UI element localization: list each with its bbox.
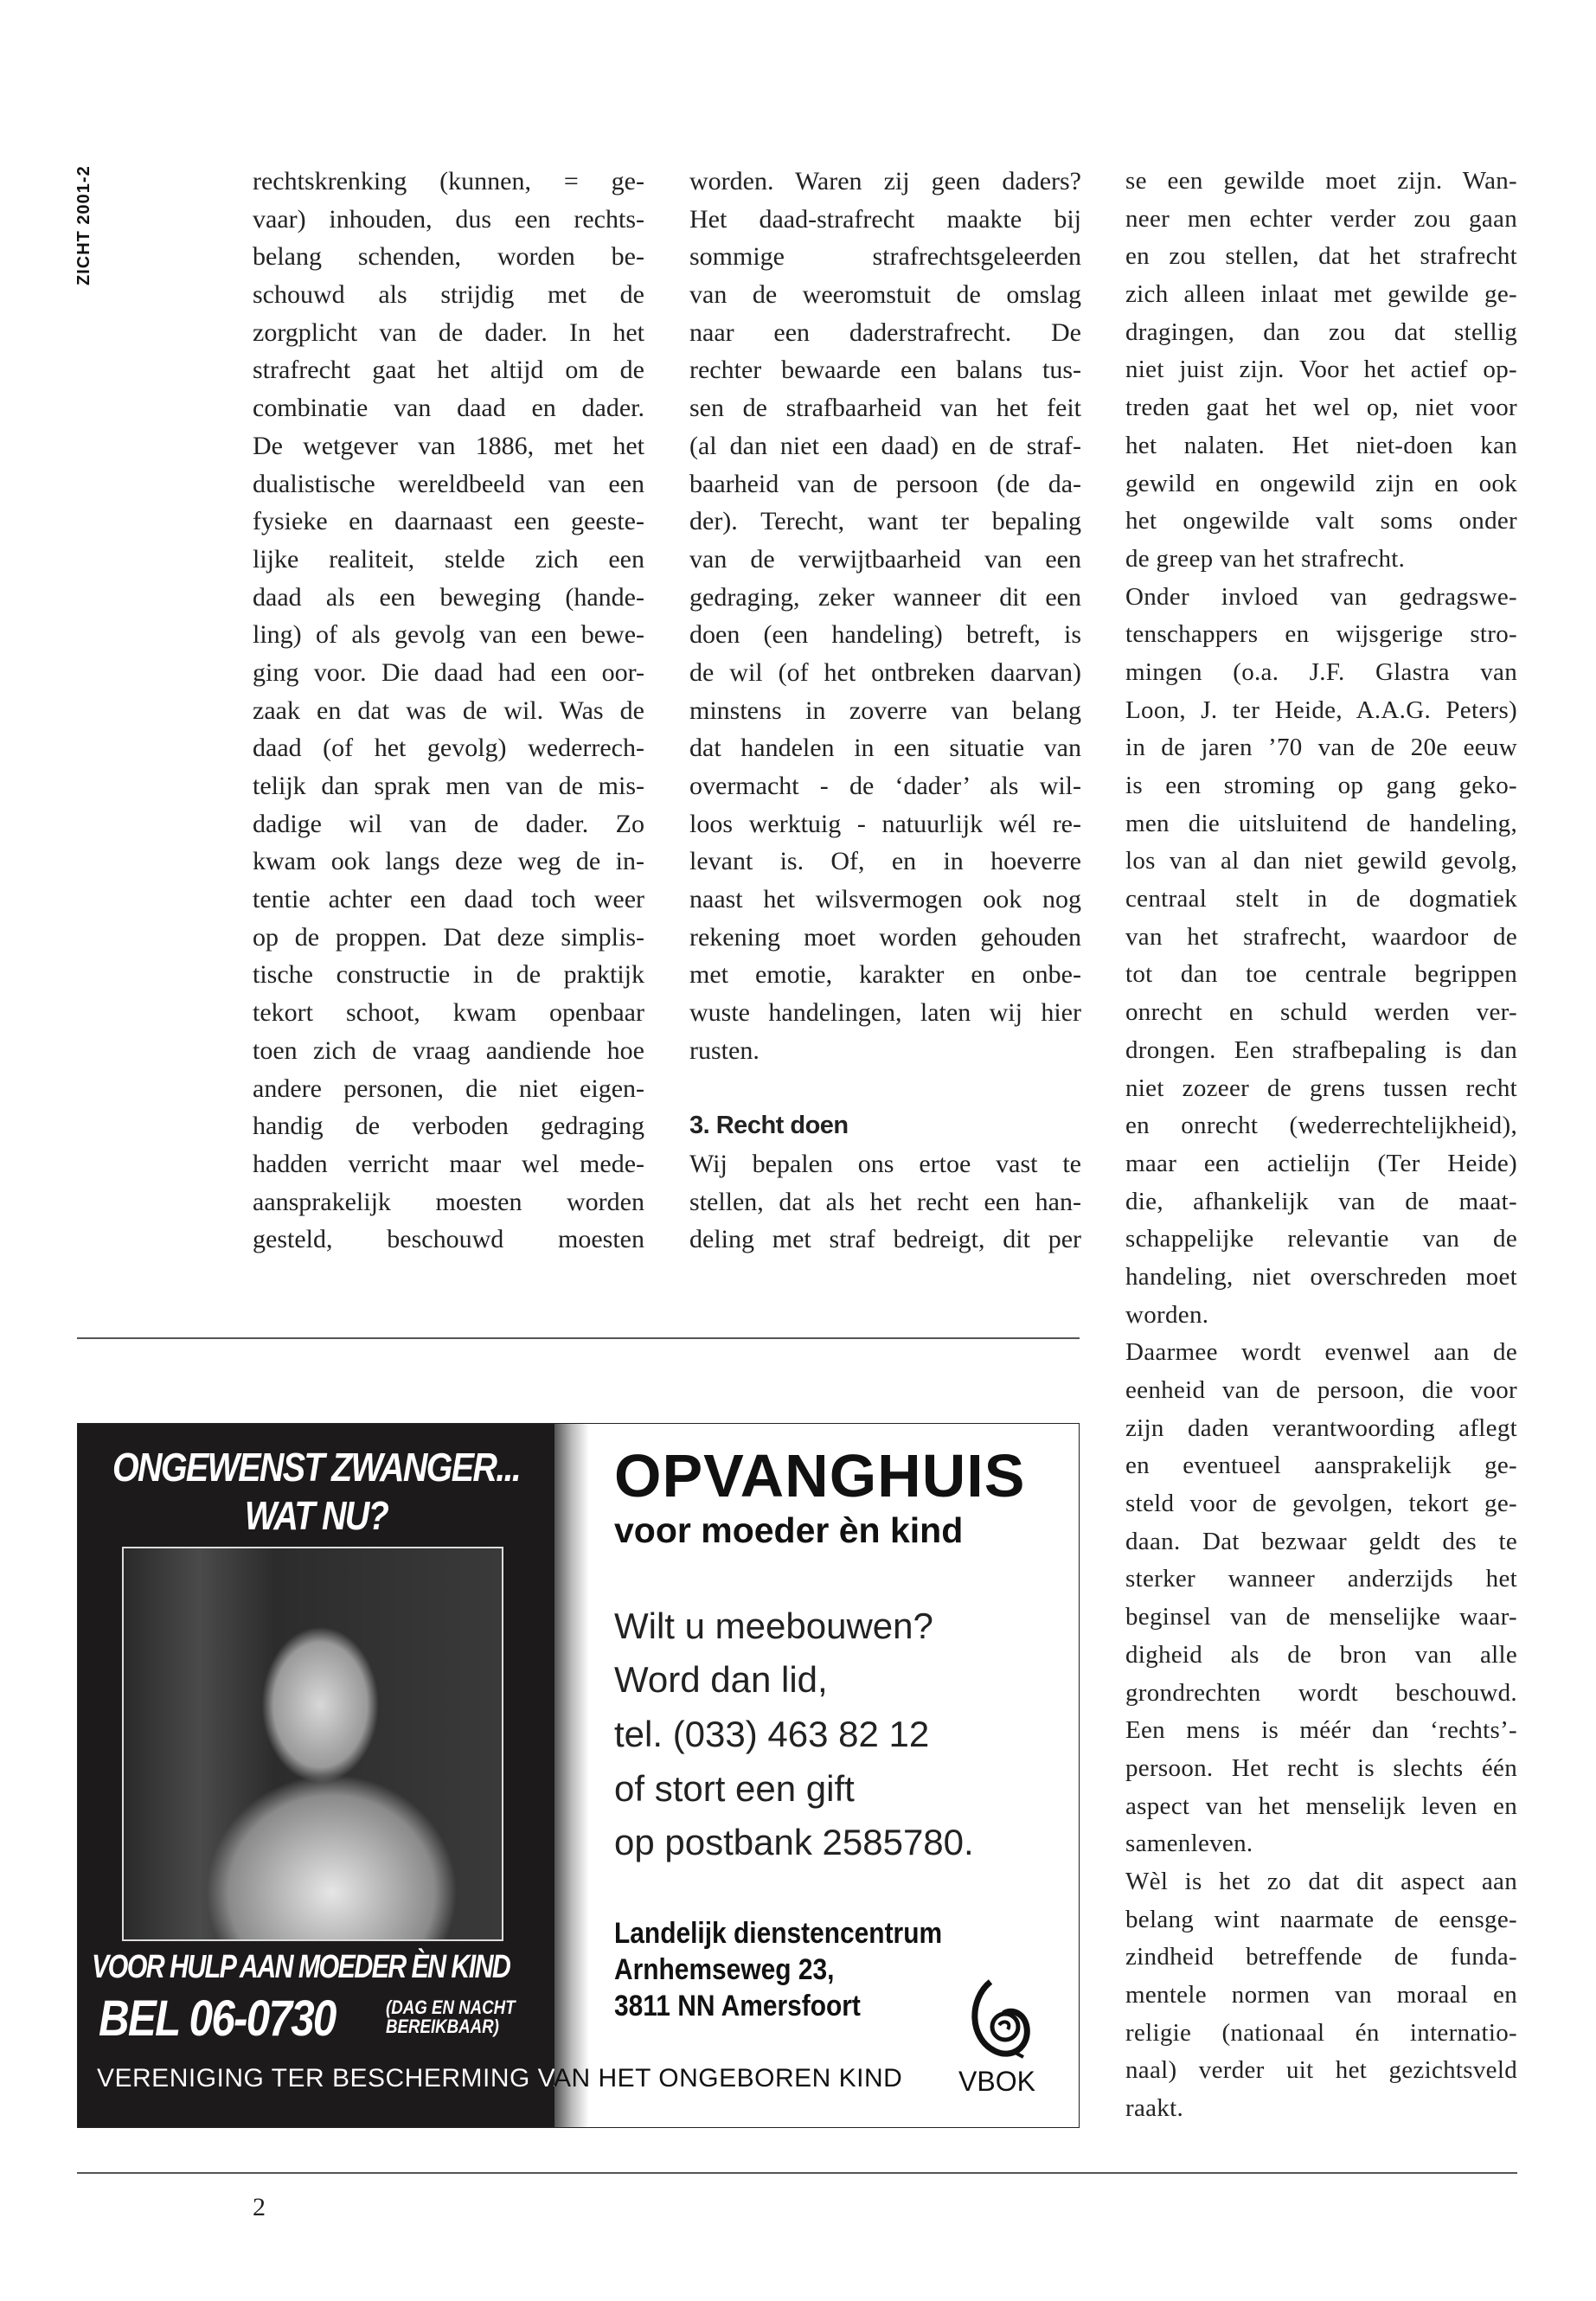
ad-address-line: 3811 NN Amersfoort <box>614 1990 861 2022</box>
text-line: mingen (o.a. J.F. Glastra van <box>1125 657 1517 686</box>
text-line: steld voor de gevolgen, tekort ge- <box>1125 1490 1517 1518</box>
text-line: tekort schoot, kwam openbaar <box>253 998 644 1028</box>
text-line: aansprakelijk moesten worden <box>253 1187 644 1216</box>
text-line: loos werktuig - natuurlijk wél re- <box>689 809 1081 838</box>
text-line: men die uitsluitend de handeling, <box>1125 809 1517 837</box>
text-line: rekening moet worden gehouden <box>689 922 1081 952</box>
text-line: rusten. <box>689 1035 760 1065</box>
ad-postbank-line: op postbank 2585780. <box>614 1822 974 1862</box>
ad-body-line: Wilt u meebouwen? <box>614 1606 933 1646</box>
text-line: mentele normen van moraal en <box>1125 1981 1517 2009</box>
ad-help-line: VOOR HULP AAN MOEDER ÈN KIND <box>92 1949 510 1985</box>
ad-phone-number: BEL 06-0730 <box>99 1990 336 2047</box>
text-line: dadige wil van de dader. Zo <box>253 809 644 838</box>
text-line: doen (een handeling) betreft, is <box>689 620 1081 650</box>
text-line: combinatie van daad en dader. <box>253 394 644 423</box>
text-line: grondrechten wordt beschouwd. <box>1125 1678 1517 1707</box>
text-line: handig de verboden gedraging <box>253 1112 644 1141</box>
text-line: ging voor. Die daad had een oor- <box>253 657 644 687</box>
text-line: lijke realiteit, stelde zich een <box>253 544 644 574</box>
ad-body-line: of stort een gift <box>614 1768 855 1809</box>
text-line: het ongewilde valt soms onder <box>1125 507 1517 535</box>
text-line: telijk dan sprak men van de mis- <box>253 772 644 800</box>
text-line: religie (nationaal én internatio- <box>1125 2018 1517 2047</box>
text-line: gewild en ongewild zijn en ook <box>1125 469 1517 497</box>
paragraph-gap <box>689 1070 1081 1108</box>
text-line: handeling, niet overschreden moet <box>1125 1262 1517 1291</box>
page-number: 2 <box>253 2193 266 2221</box>
vbok-logo-icon <box>965 1977 1034 2060</box>
text-line: naal) verder uit het gezichtsveld <box>1125 2056 1517 2085</box>
ad-body-line: Word dan lid, <box>614 1659 828 1700</box>
text-line: aspect van het menselijk leven en <box>1125 1791 1517 1820</box>
ad-subtitle: voor moeder èn kind <box>614 1510 964 1550</box>
text-line: overmacht - de ‘dader’ als wil- <box>689 772 1081 800</box>
text-column-1 <box>253 163 644 1259</box>
text-line: zindheid betreffende de funda- <box>1125 1943 1517 1971</box>
text-line: dualistische wereldbeeld van een <box>253 469 644 498</box>
text-line: op de proppen. Dat deze simplis- <box>253 922 644 952</box>
ad-logo-text: VBOK <box>958 2066 1035 2097</box>
text-line: De wetgever van 1886, met het <box>253 431 644 460</box>
text-line: dat handelen in een situatie van <box>689 734 1081 763</box>
text-line: van de verwijtbaarheid van een <box>689 544 1081 574</box>
text-line: zorgplicht van de dader. In het <box>253 317 644 347</box>
text-line: worden. <box>1125 1300 1209 1329</box>
text-line: deling met straf bedreigt, dit per <box>689 1225 1081 1254</box>
journal-issue-label: ZICHT 2001-2 <box>74 165 93 285</box>
text-line: van de weeromstuit de omslag <box>689 280 1081 310</box>
text-line: digheid als de bron van alle <box>1125 1640 1517 1669</box>
text-line: ling) of als gevolg van een bewe- <box>253 620 644 650</box>
text-line: naar een daderstrafrecht. De <box>689 317 1081 347</box>
text-line: andere personen, die niet eigen- <box>253 1074 644 1103</box>
text-line: zich alleen inlaat met gewilde ge- <box>1125 280 1517 309</box>
advertisement <box>77 1423 1080 2128</box>
ad-address-line: Landelijk dienstencentrum <box>614 1917 943 1950</box>
text-line: de wil (of het ontbreken daarvan) <box>689 657 1081 687</box>
text-line: tische constructie in de praktijk <box>253 960 644 990</box>
ad-headline-2: WAT NU? <box>244 1493 388 1538</box>
text-line: Wèl is het zo dat dit aspect aan <box>1125 1867 1517 1895</box>
text-line: der). Terecht, want ter bepaling <box>689 507 1081 536</box>
ad-phone-line: tel. (033) 463 82 12 <box>614 1714 930 1754</box>
text-line: raakt. <box>1125 2094 1184 2123</box>
text-line: fysieke en daarnaast een geeste- <box>253 507 644 536</box>
text-line: Daarmee wordt evenwel aan de <box>1125 1338 1517 1367</box>
text-line: Het daad-strafrecht maakte bij <box>689 204 1081 234</box>
text-line: en zou stellen, dat het strafrecht <box>1125 242 1517 271</box>
text-line: drongen. Een strafbepaling is dan <box>1125 1035 1517 1064</box>
text-line: sommige strafrechtsgeleerden <box>689 242 1081 272</box>
text-line: schappelijke relevantie van de <box>1125 1225 1517 1253</box>
text-line: worden. Waren zij geen daders? <box>689 167 1081 195</box>
ad-dark-panel <box>78 1424 554 2127</box>
text-line: de greep van het strafrecht. <box>1125 544 1406 573</box>
ad-organisation-name: VERENIGING TER BESCHERMING VAN HET ONGEBOREN KIND <box>97 2064 903 2093</box>
text-line: eenheid van de persoon, die voor <box>1125 1376 1517 1404</box>
text-line: tot dan toe centrale begrippen <box>1125 960 1517 989</box>
text-line: los van al dan niet gewild gevolg, <box>1125 847 1517 875</box>
text-line: en onrecht (wederrechtelijkheid), <box>1125 1112 1517 1140</box>
text-column-3 <box>1125 163 1517 2128</box>
text-line: niet zozeer de grens tussen recht <box>1125 1074 1517 1102</box>
text-line: dragingen, dan zou dat stellig <box>1125 317 1517 346</box>
text-line: sterker wanneer anderzijds het <box>1125 1565 1517 1593</box>
text-line: sen de strafbaarheid van het feit <box>689 394 1081 423</box>
text-line: hadden verricht maar wel mede- <box>253 1149 644 1178</box>
text-line: het nalaten. Het niet-doen kan <box>1125 431 1517 459</box>
text-line: Onder invloed van gedragswe- <box>1125 582 1517 611</box>
text-line: persoon. Het recht is slechts één <box>1125 1753 1517 1782</box>
text-line: gedraging, zeker wanneer dit een <box>689 582 1081 612</box>
ad-title: OPVANGHUIS <box>614 1442 1026 1509</box>
text-column-2 <box>689 163 1081 1259</box>
text-line: zaak en dat was de wil. Was de <box>253 695 644 725</box>
text-line: treden gaat het wel op, niet voor <box>1125 394 1517 422</box>
text-line: kwam ook langs deze weg de in- <box>253 847 644 876</box>
text-line: baarheid van de persoon (de da- <box>689 469 1081 498</box>
text-line: samenleven. <box>1125 1830 1253 1858</box>
text-line: rechtskrenking (kunnen, = ge- <box>253 167 644 195</box>
text-line: is een stroming op gang geko- <box>1125 772 1517 799</box>
text-line: rechter bewaarde een balans tus- <box>689 356 1081 385</box>
section-heading: 3. Recht doen <box>689 1112 849 1140</box>
text-line: niet juist zijn. Voor het actief op- <box>1125 356 1517 384</box>
ad-photo-woman <box>122 1547 503 1941</box>
text-line: van het strafrecht, waardoor de <box>1125 922 1517 951</box>
text-line: onrecht en schuld werden ver- <box>1125 998 1517 1027</box>
text-line: met emotie, karakter en onbe- <box>689 960 1081 990</box>
text-line: centraal stelt in de dogmatiek <box>1125 885 1517 913</box>
text-line: strafrecht gaat het altijd om de <box>253 356 644 385</box>
ad-address-line: Arnhemseweg 23, <box>614 1953 835 1986</box>
text-line: tentie achter een daad toch weer <box>253 885 644 914</box>
ad-availability-2: BEREIKBAAR) <box>386 2016 499 2037</box>
text-line: daan. Dat bezwaar geldt des te <box>1125 1527 1517 1555</box>
footer-rule <box>77 2172 1517 2174</box>
text-line: vaar) inhouden, dus een rechts- <box>253 204 644 234</box>
text-line: Wij bepalen ons ertoe vast te <box>689 1149 1081 1178</box>
text-line: en eventueel aansprakelijk ge- <box>1125 1452 1517 1480</box>
text-line: neer men echter verder zou gaan <box>1125 204 1517 233</box>
text-line: toen zich de vraag aandiende hoe <box>253 1035 644 1065</box>
text-line: se een gewilde moet zijn. Wan- <box>1125 167 1517 195</box>
text-line: zijn daden verantwoording aflegt <box>1125 1413 1517 1442</box>
ad-panel-shadow <box>554 1424 589 2127</box>
text-line: beginsel van de menselijke waar- <box>1125 1603 1517 1631</box>
text-line: maar een actielijn (Ter Heide) <box>1125 1149 1517 1177</box>
text-line: minstens in zoverre van belang <box>689 695 1081 725</box>
text-line: in de jaren ’70 van de 20e eeuw <box>1125 734 1517 762</box>
divider-above-ad <box>77 1337 1080 1339</box>
text-line: gesteld, beschouwd moesten <box>253 1225 644 1254</box>
text-line: die, afhankelijk van de maat- <box>1125 1187 1517 1215</box>
text-line: Een mens is méér dan ‘rechts’- <box>1125 1716 1517 1745</box>
text-line: wuste handelingen, laten wij hier <box>689 998 1081 1028</box>
text-line: daad (of het gevolg) wederrech- <box>253 734 644 763</box>
text-line: tenschappers en wijsgerige stro- <box>1125 620 1517 649</box>
text-line: schouwd als strijdig met de <box>253 280 644 310</box>
text-line: naast het wilsvermogen ook nog <box>689 885 1081 914</box>
ad-availability-1: (DAG EN NACHT <box>386 1997 516 2018</box>
text-line: (al dan niet een daad) en de straf- <box>689 431 1081 460</box>
text-line: stellen, dat als het recht een han- <box>689 1187 1081 1216</box>
text-line: Loon, J. ter Heide, A.A.G. Peters) <box>1125 695 1517 724</box>
text-line: daad als een beweging (hande- <box>253 582 644 612</box>
text-line: levant is. Of, en in hoeverre <box>689 847 1081 876</box>
text-line: belang schenden, worden be- <box>253 242 644 272</box>
text-line: belang wint naarmate de eensge- <box>1125 1905 1517 1933</box>
ad-headline-1: ONGEWENST ZWANGER... <box>112 1445 521 1490</box>
